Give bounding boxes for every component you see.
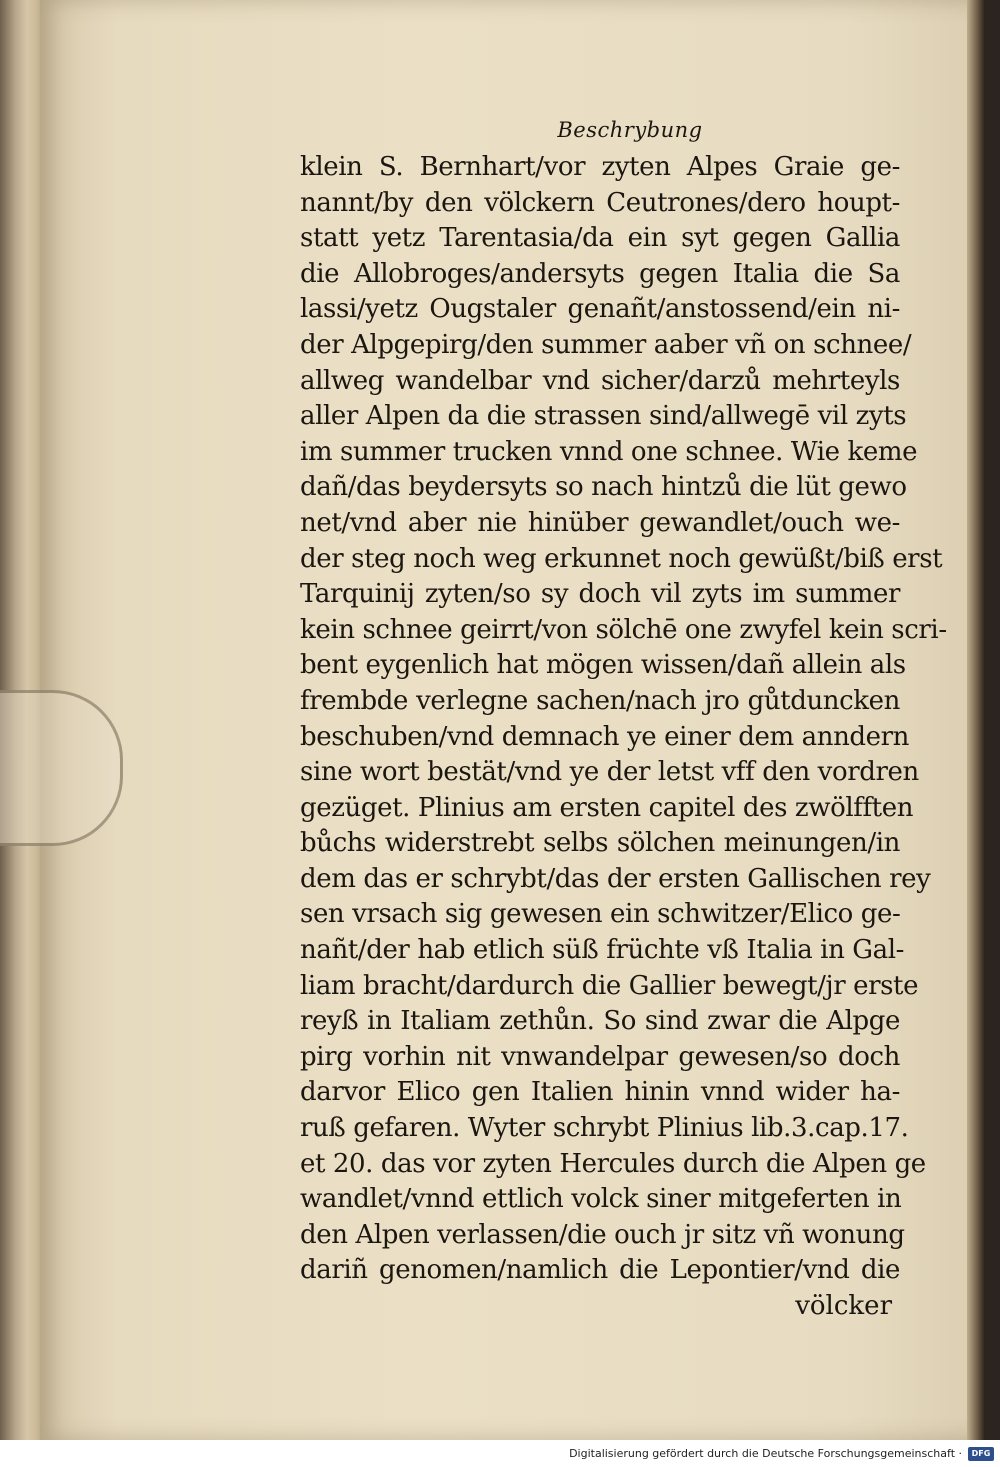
text-line: gezüget. Plinius am ersten capitel des zwölfften	[300, 792, 914, 823]
text-line: net/vnd aber nie hinüber gewandlet/ouch we-	[300, 507, 900, 538]
text-line: bent eygenlich hat mögen wissen/dañ allein als	[300, 650, 906, 681]
text-line: dañ/das beydersyts so nach hintzů die lüt gewo	[300, 472, 907, 503]
text-line: sine wort bestät/vnd ye der letst vff den vordren	[300, 757, 919, 788]
text-line: nannt/by den völckern Ceutrones/dero houpt-	[300, 187, 900, 218]
text-line: dariñ genomen/namlich die Lepontier/vnd die	[300, 1255, 900, 1286]
text-line: sen vrsach sig gewesen ein schwitzer/Elico ge-	[300, 899, 901, 930]
text-line: et 20. das vor zyten Hercules durch die Alpen ge	[300, 1148, 926, 1179]
page-text-block	[300, 118, 947, 1325]
text-line: nañt/der hab etlich süß früchte vß Italia in Gal-	[300, 935, 905, 966]
catchword: völcker	[795, 1291, 892, 1321]
bookmark-ribbon	[0, 690, 123, 846]
text-line: allweg wandelbar vnd sicher/darzů mehrteyls	[300, 365, 900, 396]
digitization-footer	[0, 1440, 1000, 1467]
text-line: beschuben/vnd demnach ye einer dem anndern	[300, 721, 910, 752]
text-line: pirg vorhin nit vnwandelpar gewesen/so doch	[300, 1041, 900, 1072]
text-lines	[300, 150, 947, 1289]
text-line: bůchs widerstrebt selbs sölchen meinungen/in	[300, 828, 900, 859]
text-line: wandlet/vnnd ettlich volck siner mitgeferten in	[300, 1184, 902, 1215]
book-gutter	[967, 0, 985, 1440]
text-line: den Alpen verlassen/die ouch jr sitz vñ wonung	[300, 1219, 905, 1250]
text-line: reyß in Italiam zethůn. So sind zwar die Alpge	[300, 1006, 900, 1037]
text-line: Tarquinij zyten/so sy doch vil zyts im summer	[300, 579, 900, 610]
text-line: der Alpgepirg/den summer aaber vñ on schnee/	[300, 329, 912, 360]
text-line: die Allobroges/andersyts gegen Italia die Sa	[300, 258, 900, 289]
text-line: statt yetz Tarentasia/da ein syt gegen Gallia	[300, 223, 900, 254]
dfg-logo-icon: DFG	[968, 1447, 994, 1461]
text-line: darvor Elico gen Italien hinin vnnd wider ha-	[300, 1077, 900, 1108]
text-line: frembde verlegne sachen/nach jro gůtduncken	[300, 685, 900, 716]
text-line: liam bracht/dardurch die Gallier bewegt/jr erste	[300, 970, 919, 1001]
funding-notice: Digitalisierung gefördert durch die Deutsche Forschungsgemeinschaft ·	[569, 1447, 962, 1460]
text-line: der steg noch weg erkunnet noch gewüßt/biß erst	[300, 543, 943, 574]
text-line: kein schnee geirrt/von sölchē one zwyfel kein scri-	[300, 614, 947, 645]
text-line: im summer trucken vnnd one schnee. Wie keme	[300, 436, 918, 467]
text-line: dem das er schrybt/das der ersten Gallischen rey	[300, 863, 931, 894]
text-line: ruß gefaren. Wyter schrybt Plinius lib.3.cap.17.	[300, 1113, 909, 1144]
text-line: aller Alpen da die strassen sind/allwegē vil zyts	[300, 401, 907, 432]
running-head: Beschrybung	[557, 118, 703, 142]
text-line: lassi/yetz Ougstaler genañt/anstossend/ein ni-	[300, 294, 900, 325]
text-line: klein S. Bernhart/vor zyten Alpes Graie ge-	[300, 152, 900, 182]
